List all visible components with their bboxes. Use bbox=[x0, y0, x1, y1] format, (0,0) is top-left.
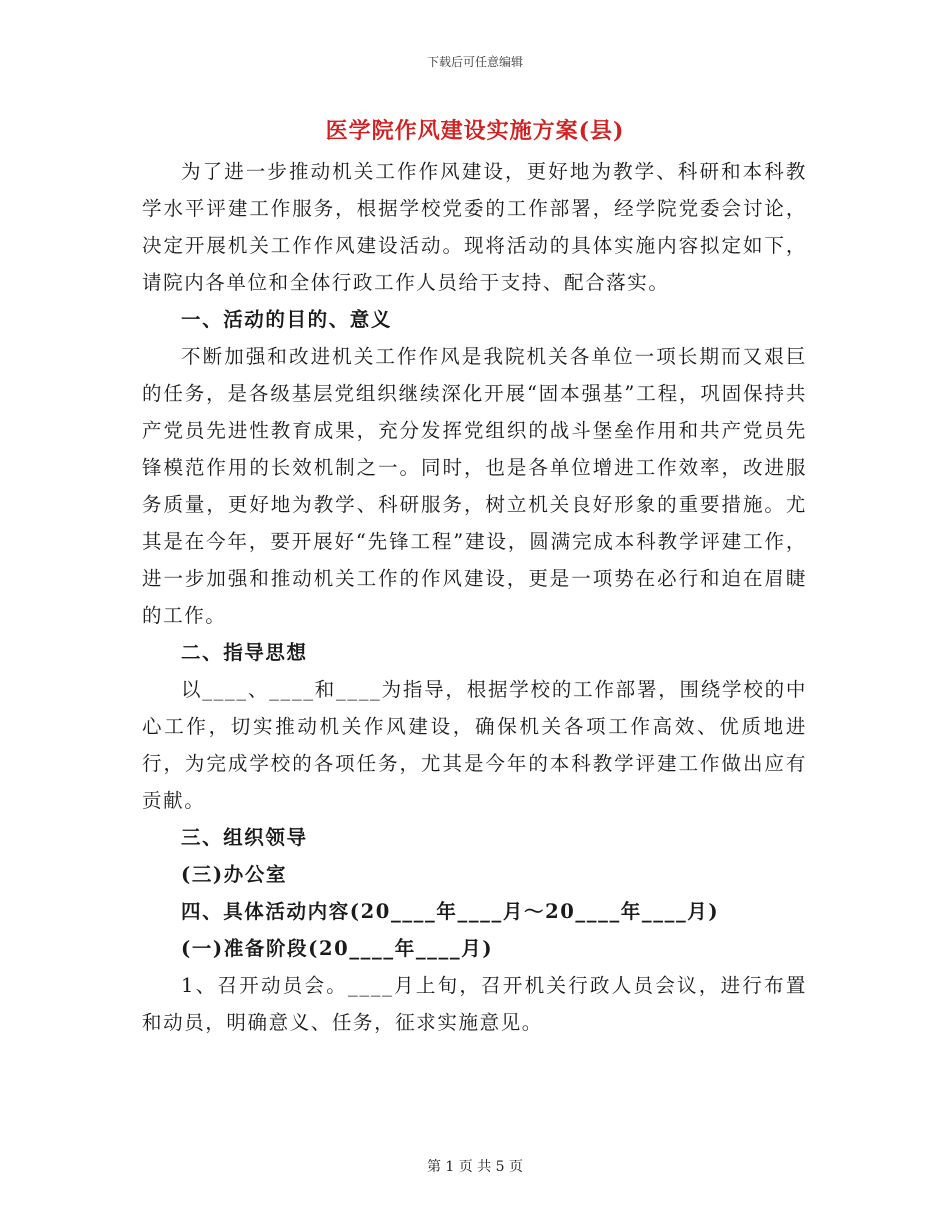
section-1-paragraph: 不断加强和改进机关工作作风是我院机关各单位一项长期而又艰巨的任务，是各级基层党组织继续深化开展“固本强基”工程，巩固保持共产党员先进性教育成果，充分发挥党组织的战斗堡垒作用和共产党员先锋模范作用的长效机制之一。同时，也是各单位增进工作效率，改进服务质量，更好地为教学、科研服务，树立机关良好形象的重要措施。尤其是在今年，要开展好“先锋工程”建设，圆满完成本科教学评建工作，进一步加强和推动机关工作的作风建设，更是一项势在必行和迫在眉睫的工作。 bbox=[142, 345, 807, 627]
section-heading-2: 二、指导思想 bbox=[181, 641, 308, 664]
section-heading-3: 三、组织领导 bbox=[181, 826, 308, 849]
header-note: 下载后可任意编辑 bbox=[426, 55, 523, 69]
section-4-paragraph: 1、召开动员会。____月上旬，召开机关行政人员会议，进行布置和动员，明确意义、任务，征求实施意见。 bbox=[142, 974, 807, 1034]
page-footer: 第 1 页 共 5 页 bbox=[426, 1159, 524, 1175]
intro-paragraph: 为了进一步推动机关工作作风建设，更好地为教学、科研和本科教学水平评建工作服务，根据学校党委的工作部署，经学院党委会讨论，决定开展机关工作作风建设活动。现将活动的具体实施内容拟定如下，请院内各单位和全体行政工作人员给于支持、配合落实。 bbox=[142, 160, 807, 294]
document-body bbox=[142, 153, 807, 1041]
section-2-paragraph: 以____、____和____为指导，根据学校的工作部署，围绕学校的中心工作，切实推动机关作风建设，确保机关各项工作高效、优质地进行，为完成学校的各项任务，尤其是今年的本科教学评建工作做出应有贡献。 bbox=[142, 678, 807, 812]
section-3-subheading: (三)办公室 bbox=[181, 863, 288, 886]
document-title: 医学院作风建设实施方案(县) bbox=[325, 118, 625, 144]
section-4-subheading: (一)准备阶段(20____年____月) bbox=[181, 937, 494, 960]
section-heading-4: 四、具体活动内容(20____年____月～20____年____月) bbox=[181, 900, 720, 923]
section-heading-1: 一、活动的目的、意义 bbox=[181, 308, 393, 331]
